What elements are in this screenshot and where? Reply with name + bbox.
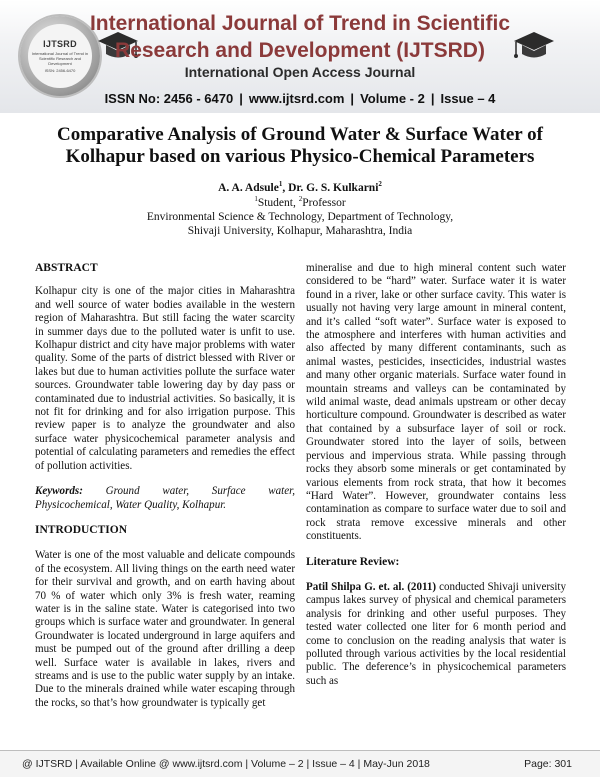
affiliation-block (0, 196, 600, 238)
literature-review-heading: Literature Review: (306, 555, 400, 568)
right-column (306, 262, 566, 688)
issn-number: ISSN No: 2456 - 6470 (104, 91, 234, 106)
author-role: Professor (302, 197, 346, 209)
literature-review-text (306, 581, 566, 688)
affiliation-marker: 2 (298, 195, 303, 204)
journal-header (0, 0, 600, 113)
abstract-text: Kolhapur city is one of the major cities in Maharashtra and well source of water bodies available in the western region of Maharashtra. But still facing the water scarcity in summer days due to the polluted water is unfit to use. Kolhapur district and city have major problems with water quality. Some of the parts of district blessed with River or lakes but due to human activities pollute the surface water sources. Groundwater table lowering day by day pass or contaminated due to industrial activities. So basically, it is not fit for drinking and for also irrigation purpose. This review paper is to analyze the groundwater and also surface water physicochemical parameter analysis and potential of calculating parameters and remedies the effect of pollution activities. (35, 285, 295, 472)
author-list (0, 181, 600, 195)
literature-review-body: conducted Shivaji university campus lakes survey of physical and chemical parameters analysis for drinking and other useful purposes. They tested water collected one liter for 6 month period and come to conclusion on the reading analysis that water is polluted through various activities by the local residential public. The deference’s in physicochemical parameters such as (306, 580, 567, 687)
introduction-heading: INTRODUCTION (35, 523, 128, 536)
page-number: Page: 301 (524, 758, 572, 770)
keywords (35, 485, 295, 512)
journal-meta-line: ISSN No: 2456 - 6470 | www.ijtsrd.com | Volume - 2 | Issue – 4 (104, 91, 496, 106)
title-line-2: Kolhapur based on various Physico-Chemical Parameters (65, 146, 535, 167)
left-column (35, 262, 295, 710)
introduction-text: Water is one of the most valuable and delicate compounds of the ecosystem. All living things on the earth need water for their survival and growth, and on earth having about 70 % of water which only 3% is fresh water, reaming water is in the saline state. Water is categorised into two groups which is surface water and groundwater. In general Groundwater is located underground in large aquifers and must be pumped out of the ground after drilling a deep well. Surface water is available in lakes, rivers and streams and is use to the public water supply by an intake. Due to the minerals drained while water escaping through the rocks, so that’s how groundwater is typically get (35, 549, 295, 709)
graduation-cap-icon (512, 28, 556, 62)
abstract-heading: ABSTRACT (35, 262, 98, 274)
journal-name-line2: Research and Development (IJTSRD) (115, 39, 485, 62)
affiliation-line: Shivaji University, Kolhapur, Maharashtra, India (187, 225, 413, 237)
affiliation-marker: 1 (278, 180, 283, 189)
journal-website-link[interactable]: www.ijtsrd.com (248, 91, 345, 106)
logo-issn: ISSN: 2456-6470 (44, 68, 76, 73)
footer-citation: @ IJTSRD | Available Online @ www.ijtsrd.com | Volume – 2 | Issue – 4 | May-Jun 2018 (22, 758, 430, 770)
keywords-label: Keywords: (35, 485, 83, 498)
title-line-1: Comparative Analysis of Ground Water & Surface Water of (57, 124, 543, 145)
volume-number: Volume - 2 (360, 91, 425, 106)
author-name: A. A. Adsule (218, 182, 279, 194)
affiliation-marker: 1 (254, 195, 258, 204)
keywords-text: Ground water, Surface water, Physicochemical, Water Quality, Kolhapur. (35, 485, 295, 511)
journal-name-line1: International Journal of Trend in Scientific (89, 12, 511, 35)
affiliation-line: Environmental Science & Technology, Department of Technology, (146, 211, 454, 223)
author-name: , Dr. G. S. Kulkarni (282, 182, 379, 194)
logo-abbreviation: IJTSRD (43, 39, 77, 49)
issue-number: Issue – 4 (440, 91, 496, 106)
affiliation-marker: 2 (378, 180, 382, 189)
author-roles (0, 196, 600, 210)
cited-author: Patil Shilpa G. et. al. (2011) (306, 580, 437, 593)
logo-subtitle: International Journal of Trend in Scientific Research and Development (31, 51, 89, 66)
open-access-label: International Open Access Journal (184, 64, 416, 80)
page-footer (0, 750, 600, 777)
introduction-continued-text: mineralise and due to high mineral content such water considered to be “hard” water. Surface water it is water found in a river, lake or other surface cavity. This water is usually not having very large amount in mineral content, and it’s called “soft water”. Surface water is exposed to the atmosphere and interferes with human activities and also affected by many different contaminants, such as animal wastes, pesticides, insecticides, industrial wastes and many other organic materials. Surface water found in mountain streams and valleys can be contaminated by wild animal waste, dead animals upstream or other decay horticulture compound. Groundwater is described as water that contained by a subsurface layer of soil or rock. Groundwater stored into the layer of soils, between pervious and impervious strata. While passing through rocks they absorb some minerals or get contaminated by various elements from rock strata, that how it becomes “Hard Water”. However, groundwater contains less contamination as compare to surface water due to soil and rock strata remove excessive minerals and other constituents. (306, 262, 566, 543)
paper-title (30, 124, 570, 168)
author-role: Student, (257, 197, 299, 209)
